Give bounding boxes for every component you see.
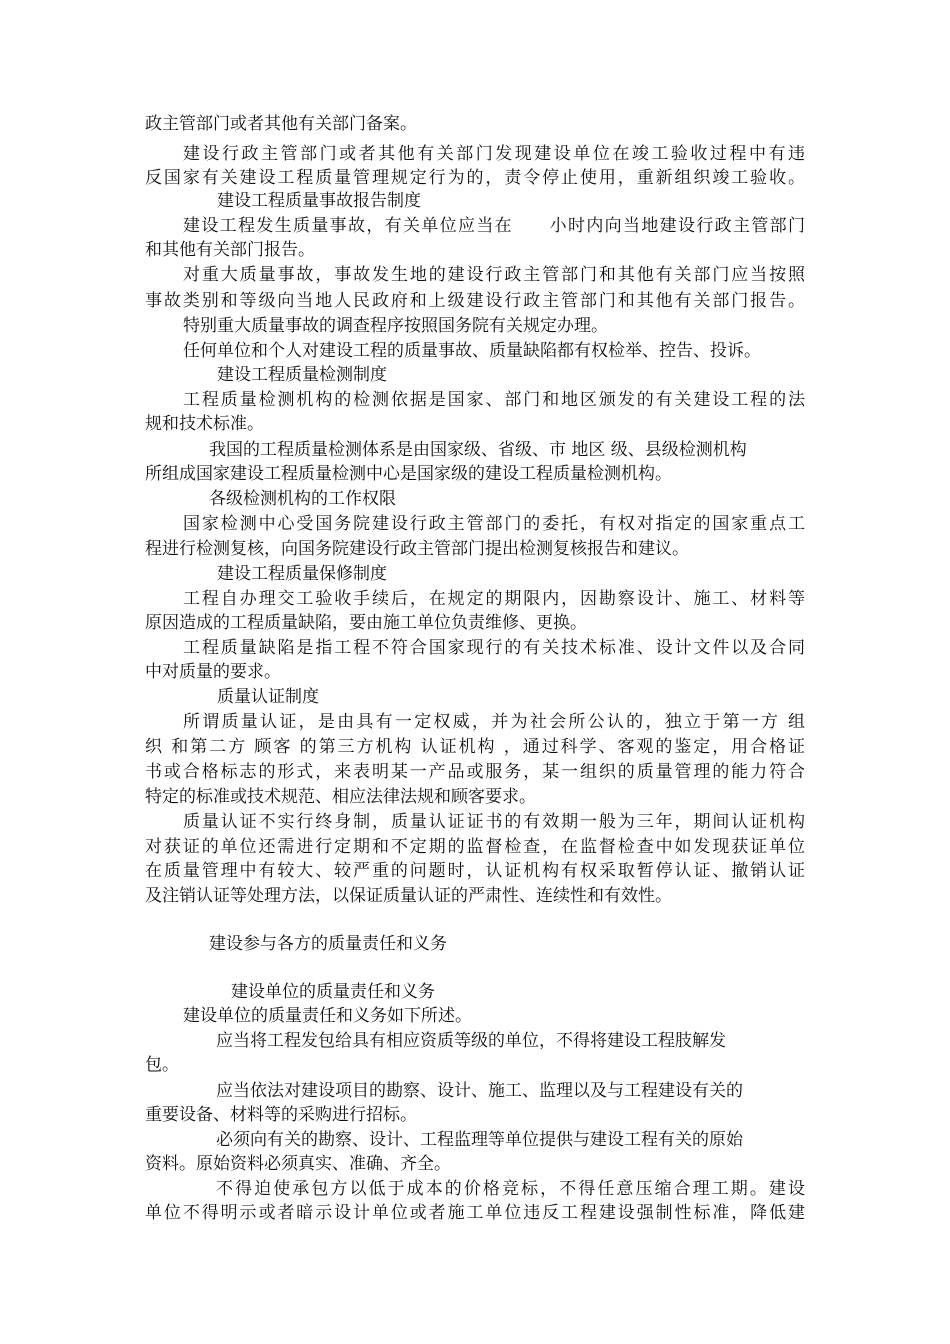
text-line: 建设工程发生质量事故，有关单位应当在 小时内向当地建设行政主管部门 (183, 216, 805, 236)
text-line: 原因造成的工程质量缺陷，要由施工单位负责维修、更换。 (145, 613, 587, 633)
text-line: 工程质量检测机构的检测依据是国家、部门和地区颁发的有关建设工程的法 (183, 390, 805, 410)
text-line: 规和技术标准。 (145, 414, 264, 434)
text-line: 反国家有关建设工程质量管理规定行为的，责令停止使用，重新组织竣工验收。 (145, 168, 805, 188)
text-line: 国家检测中心受国务院建设行政主管部门的委托，有权对指定的国家重点工 (183, 514, 805, 534)
text-line: 对重大质量事故，事故发生地的建设行政主管部门和其他有关部门应当按照 (183, 265, 805, 285)
text-line: 建设工程质量检测制度 (217, 365, 387, 385)
text-line: 任何单位和个人对建设工程的质量事故、质量缺陷都有权检举、控告、投诉。 (183, 341, 761, 361)
text-line: 特定的标准或技术规范、相应法律法规和顾客要求。 (145, 787, 536, 807)
text-line: 所谓质量认证，是由具有一定权威，并为社会所公认的，独立于第一方 组 (183, 712, 805, 732)
text-line: 织 和第二方 顾客 的第三方机构 认证机构 ，通过科学、客观的鉴定，用合格证 (145, 737, 805, 757)
text-line: 建设单位的质量责任和义务 (231, 982, 435, 1002)
text-line: 包。 (145, 1055, 179, 1075)
text-line: 建设工程质量事故报告制度 (217, 191, 421, 211)
text-line: 资料。原始资料必须真实、准确、齐全。 (145, 1154, 451, 1174)
text-line: 重要设备、材料等的采购进行招标。 (145, 1105, 417, 1125)
text-line: 对获证的单位还需进行定期和不定期的监督检查，在监督检查中如发现获证单位 (145, 837, 805, 857)
text-line: 中对质量的要求。 (145, 662, 281, 682)
text-line: 建设单位的质量责任和义务如下所述。 (183, 1006, 472, 1026)
text-line: 和其他有关部门报告。 (145, 240, 315, 260)
text-line: 单位不得明示或者暗示设计单位或者施工单位违反工程建设强制性标准，降低建 (145, 1203, 805, 1223)
text-line: 质量认证制度 (217, 687, 319, 707)
text-line: 应当依法对建设项目的勘察、设计、施工、监理以及与工程建设有关的 (216, 1081, 743, 1101)
text-line: 建设工程质量保修制度 (217, 564, 387, 584)
text-line: 工程自办理交工验收手续后，在规定的期限内，因勘察设计、施工、材料等 (183, 589, 805, 609)
text-line: 特别重大质量事故的调查程序按照国务院有关规定办理。 (183, 316, 608, 336)
text-line: 事故类别和等级向当地人民政府和上级建设行政主管部门和其他有关部门报告。 (145, 291, 805, 311)
text-line: 书或合格标志的形式，来表明某一产品或服务，某一组织的质量管理的能力符合 (145, 762, 805, 782)
text-line: 及注销认证等处理方法，以保证质量认证的严肃性、连续性和有效性。 (145, 886, 672, 906)
text-line: 必须向有关的勘察、设计、工程监理等单位提供与建设工程有关的原始 (216, 1130, 743, 1150)
text-line: 各级检测机构的工作权限 (209, 489, 396, 509)
text-line: 建设行政主管部门或者其他有关部门发现建设单位在竣工验收过程中有违 (183, 144, 805, 164)
text-line: 工程质量缺陷是指工程不符合国家现行的有关技术标准、设计文件以及合同 (183, 638, 805, 658)
text-line: 质量认证不实行终身制，质量认证证书的有效期一般为三年，期间认证机构 (183, 812, 805, 832)
text-line: 政主管部门或者其他有关部门备案。 (145, 114, 417, 134)
text-line: 不得迫使承包方以低于成本的价格竞标，不得任意压缩合理工期。建设 (216, 1179, 805, 1199)
text-line: 我国的工程质量检测体系是由国家级、省级、市 地区 级、县级检测机构 (209, 440, 747, 460)
text-line: 在质量管理中有较大、较严重的问题时，认证机构有权采取暂停认证、撤销认证 (145, 861, 805, 881)
text-line: 程进行检测复核，向国务院建设行政主管部门提出检测复核报告和建议。 (145, 539, 689, 559)
text-line: 建设参与各方的质量责任和义务 (209, 934, 447, 954)
text-line: 所组成国家建设工程质量检测中心是国家级的建设工程质量检测机构。 (145, 464, 672, 484)
text-line: 应当将工程发包给具有相应资质等级的单位，不得将建设工程肢解发 (216, 1031, 726, 1051)
